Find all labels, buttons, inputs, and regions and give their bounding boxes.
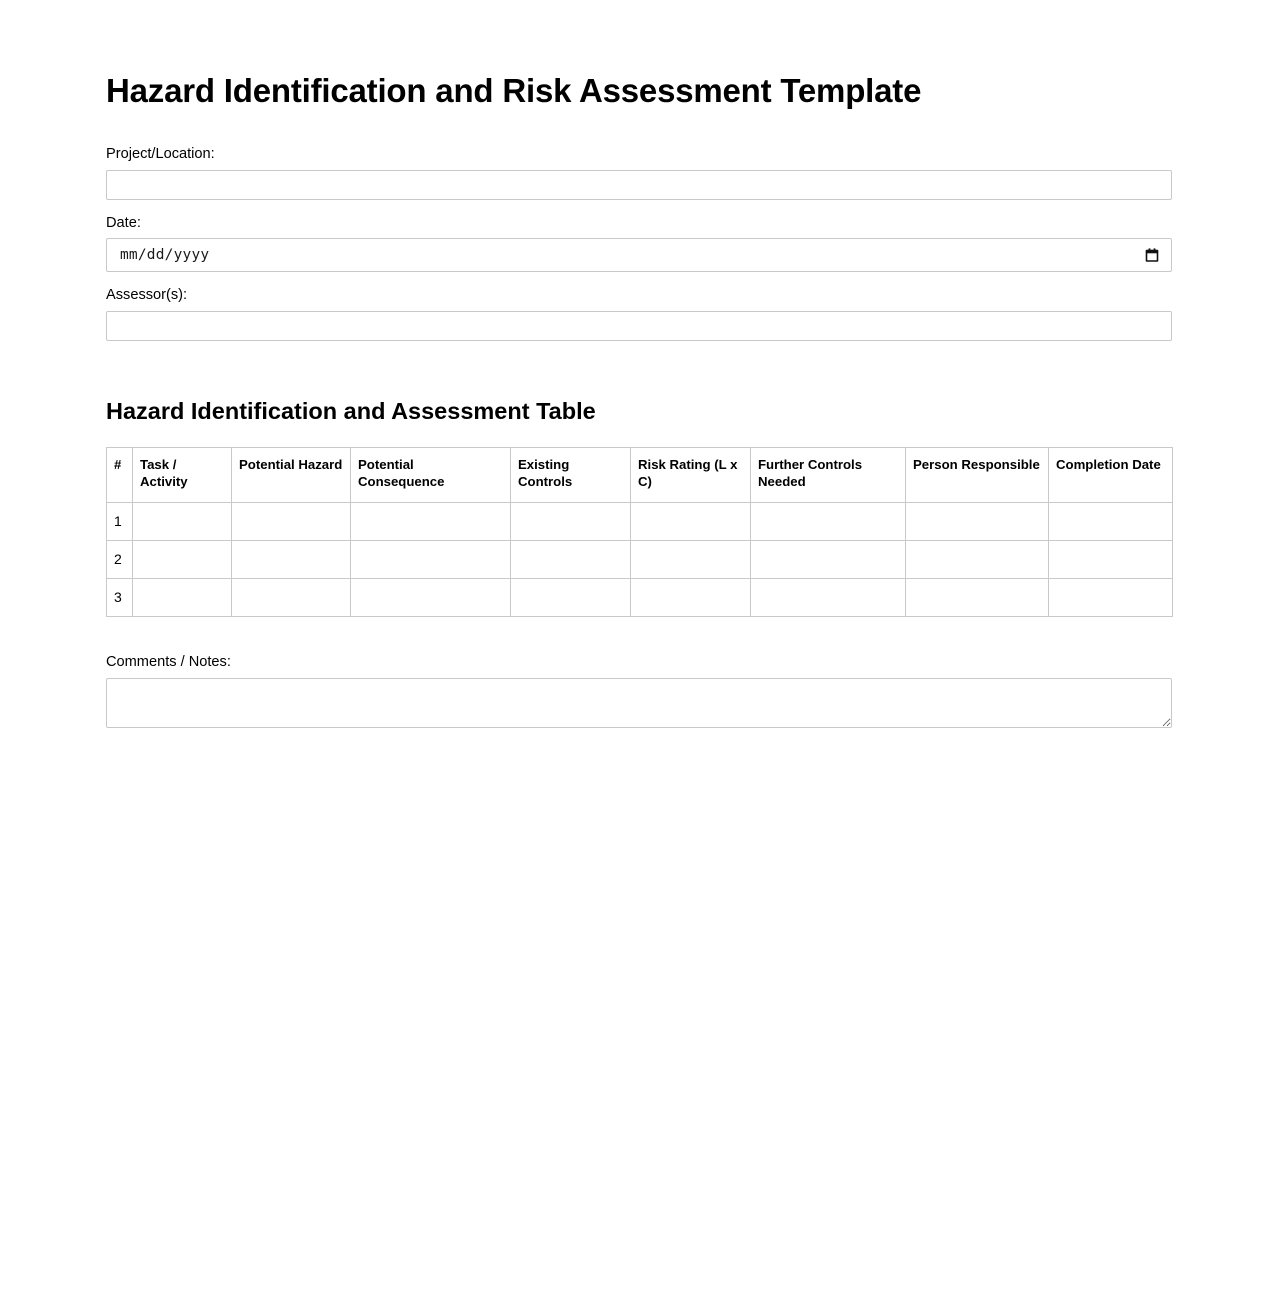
cell-existing-controls[interactable] bbox=[511, 540, 631, 578]
project-location-label: Project/Location: bbox=[106, 145, 215, 162]
cell-hazard-value[interactable] bbox=[239, 512, 343, 530]
cell-task[interactable] bbox=[133, 578, 232, 616]
cell-person-responsible-value[interactable] bbox=[913, 588, 1041, 606]
cell-person-responsible-value[interactable] bbox=[913, 512, 1041, 530]
calendar-icon[interactable] bbox=[1144, 247, 1160, 263]
cell-risk-rating[interactable] bbox=[631, 502, 751, 540]
cell-risk-rating-value[interactable] bbox=[638, 550, 743, 568]
cell-hazard[interactable] bbox=[232, 502, 351, 540]
cell-further-controls[interactable] bbox=[751, 502, 906, 540]
cell-existing-controls-value[interactable] bbox=[518, 550, 623, 568]
row-number: 3 bbox=[107, 578, 133, 616]
cell-person-responsible-value[interactable] bbox=[913, 550, 1041, 568]
cell-task-value[interactable] bbox=[140, 588, 224, 606]
column-header-further-controls: Further Controls Needed bbox=[751, 448, 906, 503]
table-row bbox=[107, 540, 1173, 578]
assessor-field-group bbox=[106, 286, 1172, 341]
cell-hazard-value[interactable] bbox=[239, 550, 343, 568]
assessor-label: Assessor(s): bbox=[106, 287, 188, 304]
hazard-assessment-table bbox=[106, 447, 1173, 617]
cell-risk-rating-value[interactable] bbox=[638, 512, 743, 530]
table-row bbox=[107, 578, 1173, 616]
column-header-completion-date: Completion Date bbox=[1049, 448, 1173, 503]
cell-risk-rating[interactable] bbox=[631, 540, 751, 578]
project-location-input[interactable] bbox=[106, 170, 1172, 200]
date-input[interactable] bbox=[106, 238, 1172, 272]
cell-consequence-value[interactable] bbox=[358, 588, 503, 606]
column-header-risk-rating: Risk Rating (L x C) bbox=[631, 448, 751, 503]
row-number: 2 bbox=[107, 540, 133, 578]
cell-consequence[interactable] bbox=[351, 540, 511, 578]
cell-consequence-value[interactable] bbox=[358, 512, 503, 530]
column-header-existing-controls: Existing Controls bbox=[511, 448, 631, 503]
column-header-hazard: Potential Hazard bbox=[232, 448, 351, 503]
column-header-number: # bbox=[107, 448, 133, 503]
table-section-title: Hazard Identification and Assessment Table bbox=[106, 398, 596, 424]
date-field-group bbox=[106, 214, 1172, 273]
cell-person-responsible[interactable] bbox=[906, 540, 1049, 578]
cell-further-controls-value[interactable] bbox=[758, 550, 898, 568]
table-header-row bbox=[107, 448, 1173, 503]
date-placeholder-text: mm/dd/yyyy bbox=[120, 247, 210, 264]
cell-consequence[interactable] bbox=[351, 502, 511, 540]
cell-completion-date[interactable] bbox=[1049, 578, 1173, 616]
cell-hazard[interactable] bbox=[232, 540, 351, 578]
assessor-input[interactable] bbox=[106, 311, 1172, 341]
cell-risk-rating-value[interactable] bbox=[638, 588, 743, 606]
cell-task-value[interactable] bbox=[140, 550, 224, 568]
column-header-task: Task / Activity bbox=[133, 448, 232, 503]
comments-textarea[interactable] bbox=[106, 678, 1172, 728]
cell-consequence[interactable] bbox=[351, 578, 511, 616]
cell-further-controls[interactable] bbox=[751, 540, 906, 578]
cell-hazard[interactable] bbox=[232, 578, 351, 616]
cell-existing-controls-value[interactable] bbox=[518, 588, 623, 606]
cell-hazard-value[interactable] bbox=[239, 588, 343, 606]
cell-risk-rating[interactable] bbox=[631, 578, 751, 616]
cell-completion-date-value[interactable] bbox=[1056, 588, 1165, 606]
project-location-field-group bbox=[106, 145, 1172, 200]
cell-consequence-value[interactable] bbox=[358, 550, 503, 568]
row-number: 1 bbox=[107, 502, 133, 540]
cell-existing-controls-value[interactable] bbox=[518, 512, 623, 530]
cell-completion-date[interactable] bbox=[1049, 540, 1173, 578]
table-row bbox=[107, 502, 1173, 540]
cell-existing-controls[interactable] bbox=[511, 502, 631, 540]
cell-completion-date-value[interactable] bbox=[1056, 550, 1165, 568]
page-title: Hazard Identification and Risk Assessment Template bbox=[106, 72, 922, 109]
column-header-person-responsible: Person Responsible bbox=[906, 448, 1049, 503]
cell-completion-date[interactable] bbox=[1049, 502, 1173, 540]
cell-further-controls-value[interactable] bbox=[758, 588, 898, 606]
cell-task-value[interactable] bbox=[140, 512, 224, 530]
cell-further-controls[interactable] bbox=[751, 578, 906, 616]
comments-field-group bbox=[106, 653, 1172, 728]
cell-completion-date-value[interactable] bbox=[1056, 512, 1165, 530]
cell-task[interactable] bbox=[133, 540, 232, 578]
cell-further-controls-value[interactable] bbox=[758, 512, 898, 530]
comments-label: Comments / Notes: bbox=[106, 653, 231, 670]
cell-task[interactable] bbox=[133, 502, 232, 540]
column-header-consequence: Potential Consequence bbox=[351, 448, 511, 503]
cell-person-responsible[interactable] bbox=[906, 578, 1049, 616]
cell-existing-controls[interactable] bbox=[511, 578, 631, 616]
date-label: Date: bbox=[106, 214, 141, 231]
cell-person-responsible[interactable] bbox=[906, 502, 1049, 540]
